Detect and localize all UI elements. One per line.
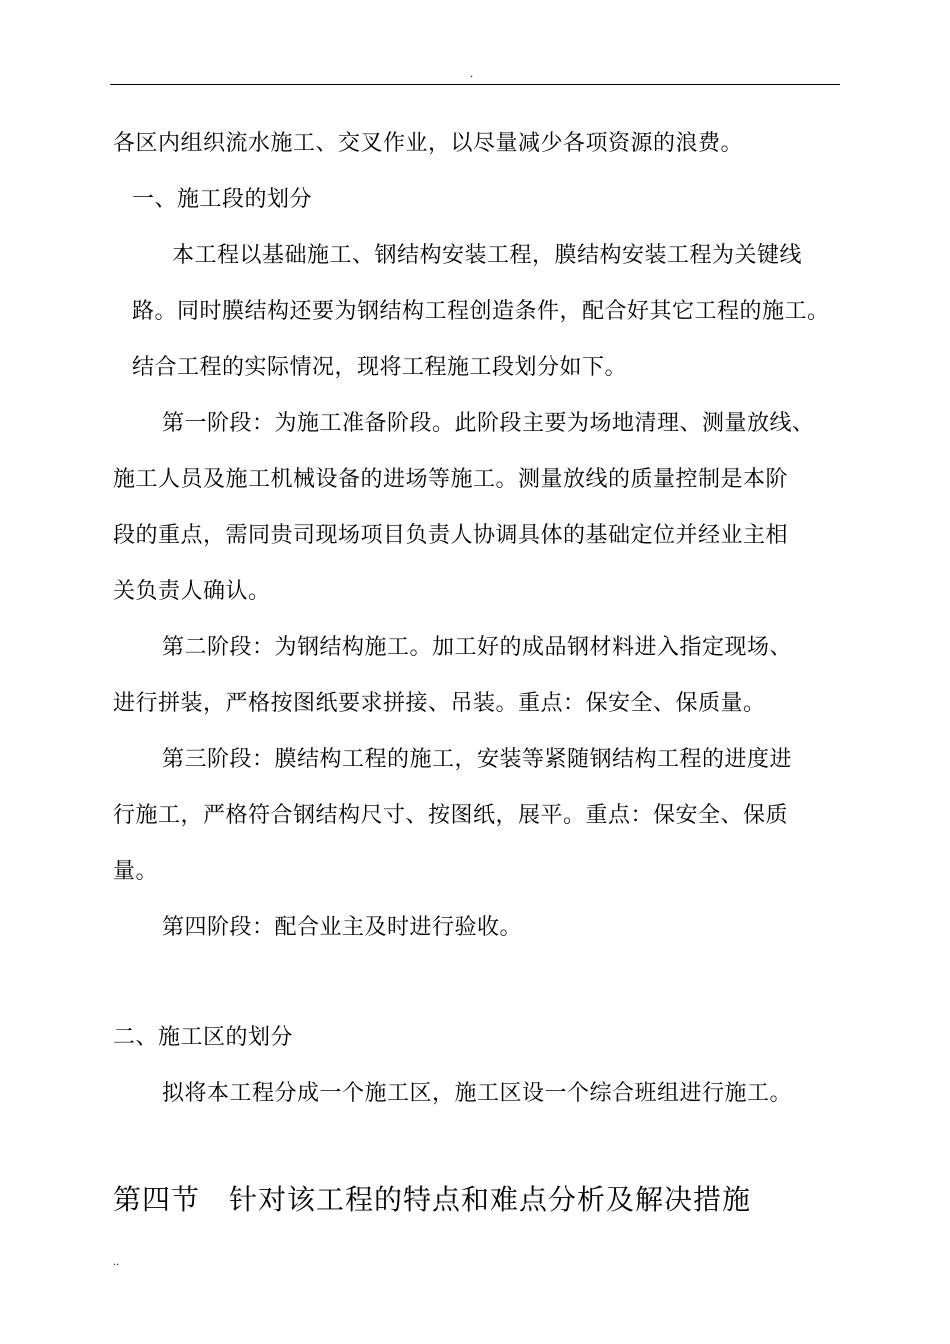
paragraph-line: 进行拼装，严格按图纸要求拼接、吊装。重点：保安全、保质量。 [113,691,766,716]
paragraph-line: 段的重点，需同贵司现场项目负责人协调具体的基础定位并经业主相 [113,523,789,548]
header-rule [110,84,840,85]
paragraph-line: 量。 [113,859,159,884]
paragraph-line: 拟将本工程分成一个施工区，施工区设一个综合班组进行施工。 [162,1081,793,1106]
subsection-heading-2: 二、施工区的划分 [113,1025,294,1050]
paragraph-line: 第二阶段：为钢结构施工。加工好的成品钢材料进入指定现场、 [162,635,793,660]
paragraph-line: 施工人员及施工机械设备的进场等施工。测量放线的质量控制是本阶 [113,467,789,492]
paragraph-line: 各区内组织流水施工、交叉作业，以尽量减少各项资源的浪费。 [113,131,744,156]
paragraph-line: 关负责人确认。 [113,579,271,604]
paragraph-line: 行施工，严格符合钢结构尺寸、按图纸，展平。重点：保安全、保质 [113,803,789,828]
paragraph-line: 第三阶段：膜结构工程的施工，安装等紧随钢结构工程的进度进 [162,747,793,772]
header-mark: . [470,69,474,80]
subsection-heading-1: 一、施工段的划分 [132,187,313,212]
paragraph-line: 路。同时膜结构还要为钢结构工程创造条件，配合好其它工程的施工。 [132,299,830,324]
paragraph-line: 第四阶段：配合业主及时进行验收。 [162,915,523,940]
footer-mark: .. [113,1257,120,1268]
section-title: 第四节 针对该工程的特点和难点分析及解决措施 [113,1183,752,1216]
paragraph-line: 结合工程的实际情况，现将工程施工段划分如下。 [132,355,628,380]
paragraph-line: 第一阶段：为施工准备阶段。此阶段主要为场地清理、测量放线、 [162,411,815,436]
paragraph-line: 本工程以基础施工、钢结构安装工程，膜结构安装工程为关键线 [172,243,803,268]
